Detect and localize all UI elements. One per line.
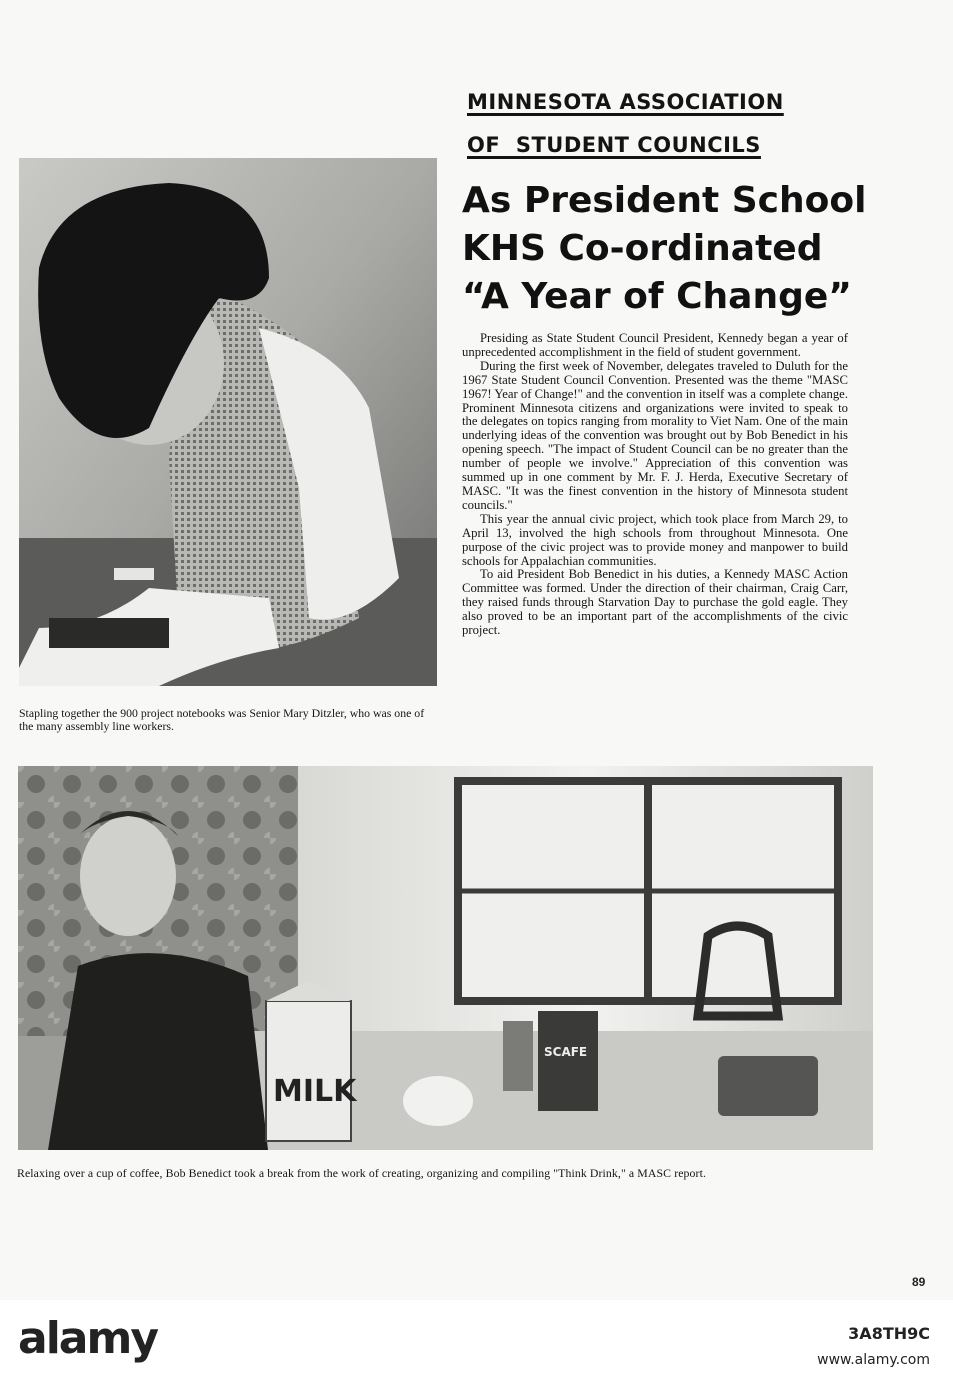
stock-image-id: 3A8TH9C [848, 1324, 930, 1343]
milk-carton-label: MILK [273, 1074, 357, 1109]
page-number: 89 [912, 1275, 926, 1289]
photo-stapling-notebooks [19, 158, 437, 686]
article-paragraph: During the first week of November, delegates traveled to Duluth for the 1967 State Student Council Convention. Presented was the theme "MASC 1967! Year of Change!" and the convention in itself was a complete change. Prominent Minnesota citizens and organizations were invited to speak to the delegates on topics ranging from morality to Viet Nam. One of the main underlying ideas of the convention was brought out by Bob Benedict in his opening speech. "The impact of Student Council can be no greater than the number of people we involve." Appreciation of this convention was summed up in one comment by Mr. F. J. Herda, Executive Secretary of MASC. "It was the finest convention in the history of Minnesota student councils." [462, 358, 848, 512]
section-kicker-line-1: MINNESOTA ASSOCIATION [467, 90, 784, 114]
article-paragraph: To aid President Bob Benedict in his duties, a Kennedy MASC Action Committee was formed. Under the direction of their chairman, Craig Carr, they raised funds through Starvation Day to purchase the gold eagle. They also proved to be an important part of the accomplishments of the civic project. [462, 567, 848, 638]
photo-caption-coffee: Relaxing over a cup of coffee, Bob Benedict took a break from the work of creating, organizing and compiling "Think Drink," a MASC report. [17, 1166, 707, 1180]
photo-caption-stapling: Stapling together the 900 project notebooks was Senior Mary Ditzler, who was one of the many assembly line workers. [19, 706, 425, 733]
article-body [462, 332, 848, 638]
alamy-logo: alamy [18, 1313, 157, 1364]
article-paragraph: This year the annual civic project, which took place from March 29, to April 13, involved the high schools from throughout Minnesota. One purpose of the civic project was to provide money and manpower to build schools for Appalachian communities. [462, 511, 848, 568]
watermark-url: www.alamy.com [817, 1352, 930, 1368]
coffee-jar-label: SCAFE [544, 1045, 588, 1059]
headline-line-2: KHS Co-ordinated [462, 228, 823, 269]
section-kicker-line-2: OF STUDENT COUNCILS [467, 133, 761, 157]
headline-line-3: “A Year of Change” [462, 276, 852, 317]
photo-coffee-break [18, 766, 873, 1150]
article-paragraph: Presiding as State Student Council President, Kennedy began a year of unprecedented accomplishment in the field of student government. [462, 331, 848, 359]
headline-line-1: As President School [462, 180, 867, 221]
